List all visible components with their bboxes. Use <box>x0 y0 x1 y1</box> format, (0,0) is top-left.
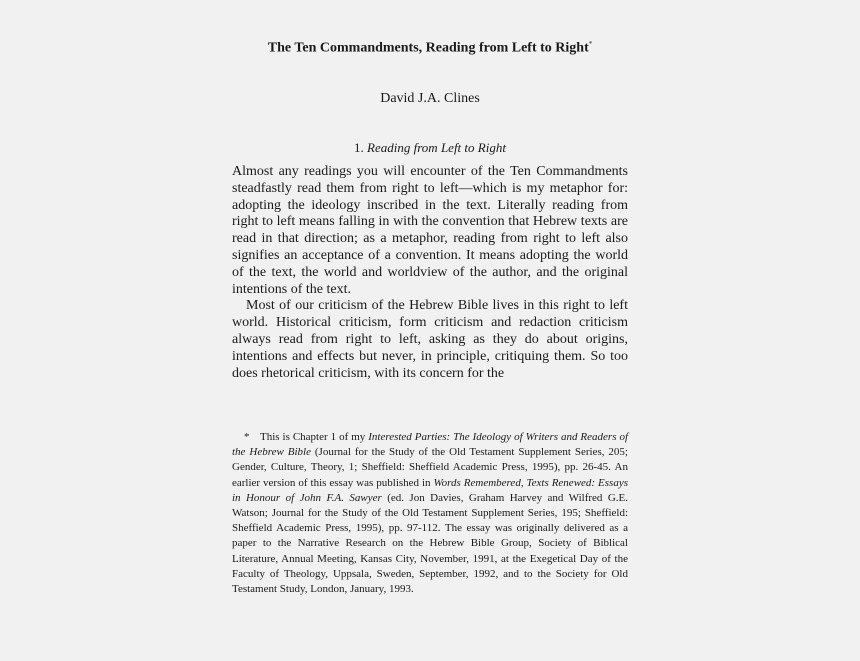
paragraph-1: Almost any readings you will encounter of the Ten Commandments steadfastly read them from right to left—which is my metaphor for: adopting the ideology inscribed in the text. Literally reading from right to left means falling in with the convention that Hebrew texts are read in that direction; as a metaphor, reading from right to left also signifies an acceptance of a convention. It means adopting the world of the text, the world and worldview of the author, and the original intentions of the text. <box>232 164 628 297</box>
title-footnote-mark: * <box>588 40 593 48</box>
footnote-text-3: (ed. Jon Davies, Graham Harvey and Wilfred G.E. Watson; Journal for the Study of the Old Testament Supplement Series, 195; Sheffield: Sheffield Academic Press, 1995), pp. 97-112. The essay was originally delivered as a paper to the Narrative Research on the Hebrew Bible Group, Society of Biblical Literature, Annual Meeting, Kansas City, November, 1991, at the Exegetical Day of the Faculty of Theology, Uppsala, Sweden, September, 1992, and to the Society for Old Testament Study, London, January, 1993. <box>232 491 629 596</box>
section-heading <box>0 140 860 156</box>
footnote-book-title-1: Interested Parties: The Ideology of Writers and Readers of the Hebrew Bible <box>232 431 628 459</box>
footnote-book-title-2: Words Remembered, Texts Renewed: Essays in Honour of John F.A. Sawyer <box>232 476 628 504</box>
paragraph-2: Most of our criticism of the Hebrew Bible lives in this right to left world. Historical criticism, form criticism and redaction criticism always read from right to left, asking as they do about origins, intentions and effects but never, in principle, critiquing them. So too does rhetorical criticism, with its concern for the <box>232 298 628 381</box>
footnote-text-1: This is Chapter 1 of my <box>260 431 369 443</box>
document-title <box>0 40 860 57</box>
footnote-mark: * <box>244 431 250 443</box>
title-text: The Ten Commandments, Reading from Left to Right <box>267 40 589 56</box>
footnote-text-2: (Journal for the Study of the Old Testament Supplement Series, 205; Gender, Culture, Theory, 1; Sheffield: Sheffield Academic Press, 1995), pp. 26-45. An earlier version of this essay was published in <box>232 446 628 489</box>
author-name: David J.A. Clines <box>380 91 480 106</box>
body-text <box>232 164 628 382</box>
footnote <box>232 430 628 597</box>
section-title: Reading from Left to Right <box>367 140 506 155</box>
section-number: 1. <box>354 140 364 155</box>
